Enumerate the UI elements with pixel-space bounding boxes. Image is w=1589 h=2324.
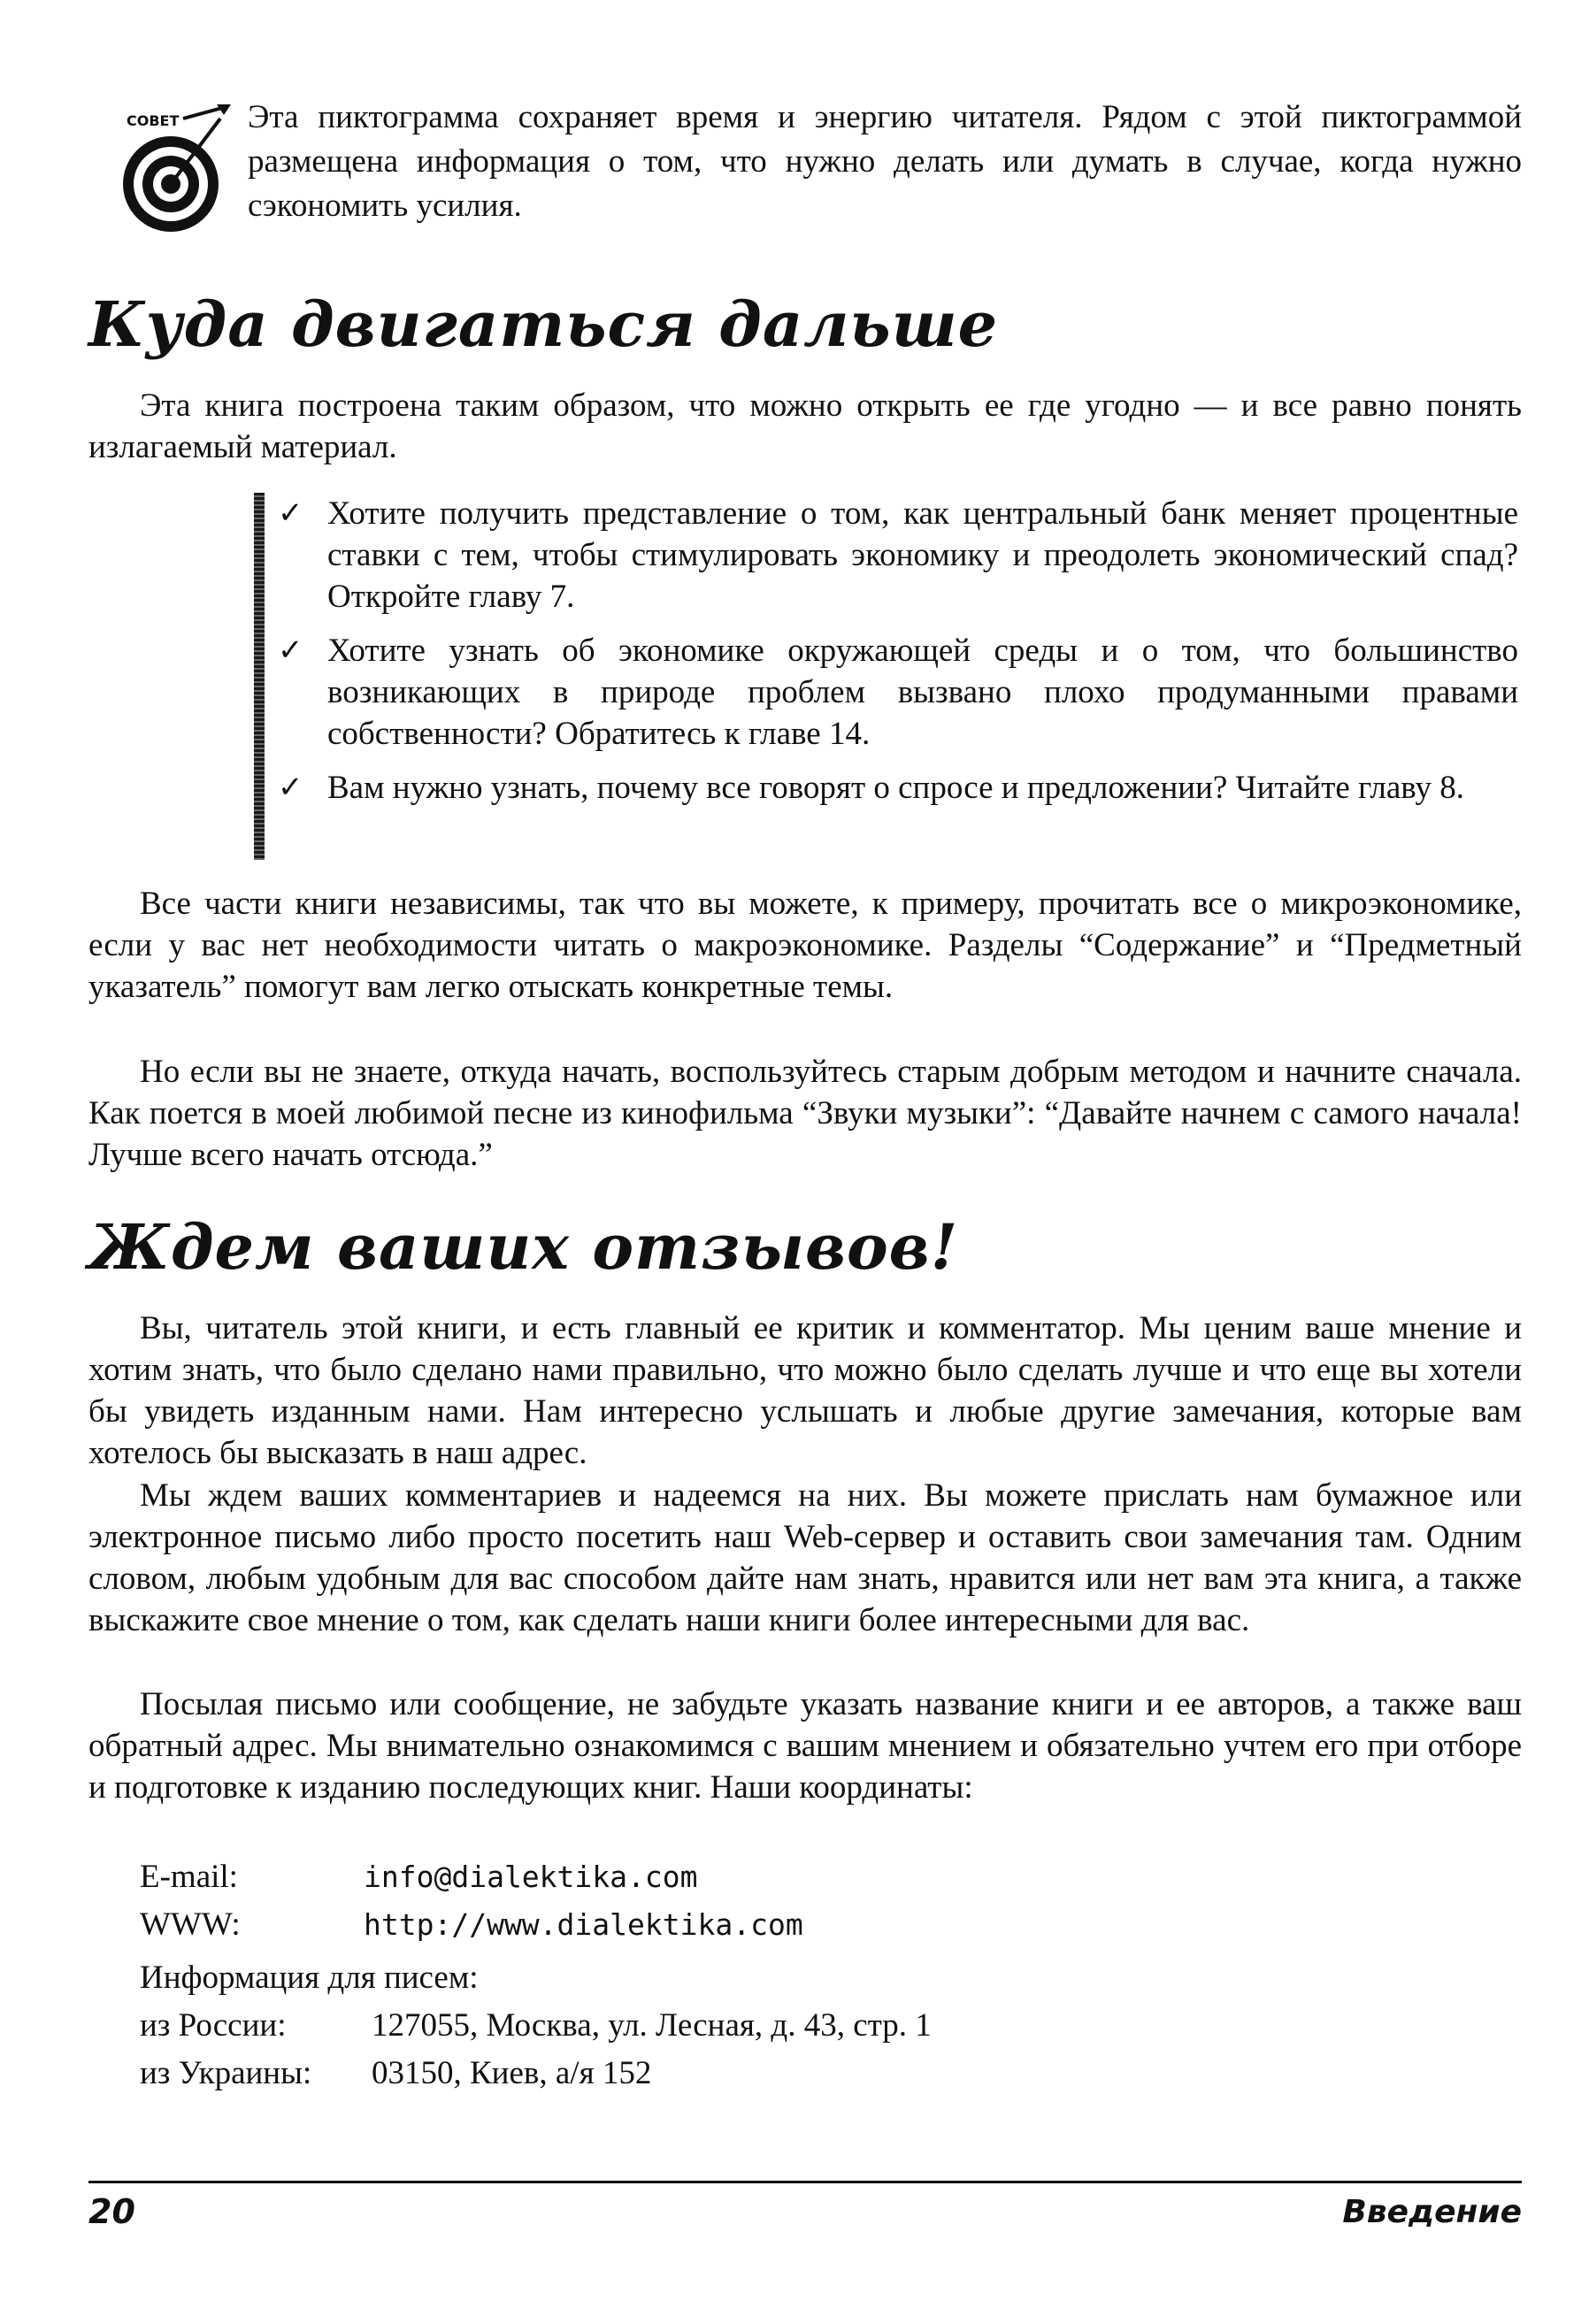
- www-label: WWW:: [140, 1906, 241, 1943]
- heading-feedback: Ждем ваших отзывов!: [88, 1210, 959, 1284]
- footer-divider: [88, 2181, 1522, 2183]
- email-row: [140, 1853, 1113, 1901]
- paragraph-start-beginning: Но если вы не знаете, откуда начать, воспользуйтесь старым добрым методом и начните сначала. Как поется в моей любимой песне из кинофильма “Звуки музыки”: “Давайте начнем с самого начала! Лучше всего начать отсюда.”: [88, 1054, 1522, 1173]
- list-item: [278, 767, 1518, 809]
- russia-address: 127055, Москва, ул. Лесная, д. 43, стр. 1: [372, 2007, 932, 2044]
- list-item-text: Вам нужно узнать, почему все говорят о спросе и предложении? Читайте главу 8.: [327, 770, 1464, 806]
- list-item: [278, 630, 1518, 755]
- tip-badge: СОВЕТ: [127, 112, 180, 129]
- list-item-text: Хотите узнать об экономике окружающей среды и о том, что большинство возникающих в природе проблем вызвано плохо продуманными правами собственности? Обратитесь к главе 14.: [327, 633, 1518, 752]
- russia-label: из России:: [140, 2007, 287, 2044]
- russia-row: [140, 2002, 1113, 2050]
- list-item-text: Хотите получить представление о том, как центральный банк меняет процентные ставки с тем, чтобы стимулировать экономику и преодолеть экономический спад? Откройте главу 7.: [327, 495, 1518, 615]
- paragraph-comments: Мы ждем ваших комментариев и надеемся на них. Вы можете прислать нам бумажное или электронное письмо либо просто посетить наш Web-сервер и оставить свои замечания там. Одним словом, любым удобным для вас способом дайте нам знать, нравится или нет вам эта книга, а также выскажите свое мнение о том, как сделать наши книги более интересными для вас.: [88, 1477, 1522, 1638]
- checkmark-icon: ✓: [278, 497, 303, 530]
- mail-info-title: [140, 1954, 1113, 2002]
- page-number: 20: [88, 2192, 135, 2231]
- chapter-title: Введение: [1342, 2194, 1522, 2230]
- ukraine-row: [140, 2050, 1113, 2098]
- paragraph-contacts-intro: Посылая письмо или сообщение, не забудьте указать название книги и ее авторов, а также ваш обратный адрес. Мы внимательно ознакомимся с вашим мнением и обязательно учтем его при отборе и подготовке к изданию последующих книг. Наши координаты:: [88, 1686, 1522, 1806]
- email-label: E-mail:: [140, 1859, 238, 1895]
- sidebar-bar: [254, 493, 265, 860]
- email-value: info@dialektika.com: [364, 1860, 698, 1894]
- ukraine-address: 03150, Киев, а/я 152: [372, 2055, 652, 2091]
- paragraph-independent-parts: Все части книги независимы, так что вы можете, к примеру, прочитать все о микроэкономике, если у вас нет необходимости читать о макроэкономике. Разделы “Содержание” и “Предметный указатель” помогут вам легко отыскать конкретные темы.: [88, 886, 1522, 1005]
- www-value: http://www.dialektika.com: [364, 1907, 803, 1942]
- target-icon: [111, 103, 243, 235]
- contacts-block: [140, 1853, 1113, 2098]
- intro-paragraph: Эта книга построена таким образом, что можно открыть ее где угодно — и все равно понять излагаемый материал.: [88, 387, 1522, 465]
- list-item: [278, 493, 1518, 617]
- checkmark-icon: ✓: [278, 634, 303, 667]
- mail-info-label: Информация для писем:: [140, 1960, 479, 1996]
- ukraine-label: из Украины:: [140, 2055, 312, 2091]
- www-row: [140, 1901, 1113, 1949]
- checkmark-icon: ✓: [278, 771, 303, 804]
- tip-text: Эта пиктограмма сохраняет время и энергию читателя. Рядом с этой пиктограммой размещена информация о том, что нужно делать или думать в случае, когда нужно сэкономить усилия.: [248, 99, 1522, 224]
- paragraph-reader-critic: Вы, читатель этой книги, и есть главный ее критик и комментатор. Мы ценим ваше мнение и хотим знать, что было сделано нами правильно, что можно было сделать лучше и что еще вы хотели бы увидеть изданным нами. Нам интересно услышать и любые другие замечания, которые вам хотелось бы высказать в наш адрес.: [88, 1310, 1522, 1471]
- heading-where-next: Куда двигаться дальше: [88, 288, 999, 361]
